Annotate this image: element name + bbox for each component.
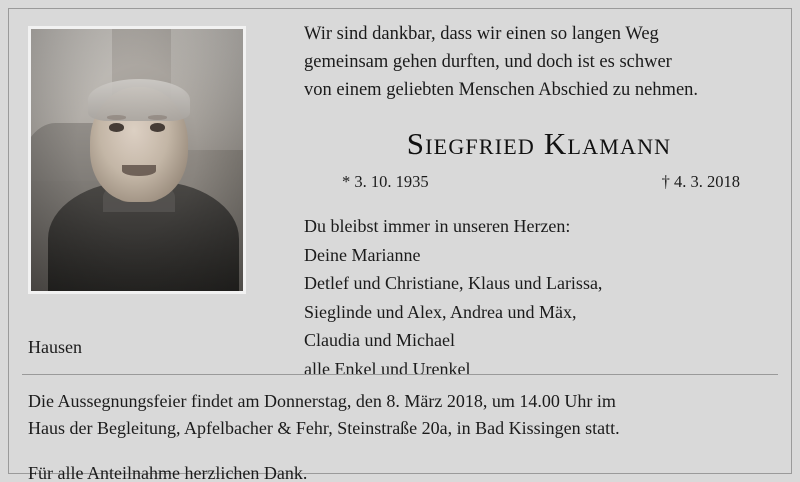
dedication-line: Sieglinde und Alex, Andrea und Mäx,	[304, 301, 577, 322]
dedication-line: Du bleibst immer in unseren Herzen:	[304, 216, 571, 237]
life-dates	[304, 172, 774, 192]
section-divider	[22, 374, 778, 375]
place-label: Hausen	[28, 337, 82, 357]
dedication-line: Claudia und Michael	[304, 330, 455, 351]
dedication-line: Detlef und Christiane, Klaus und Larissa,	[304, 273, 603, 294]
dedication-line: Deine Marianne	[304, 244, 421, 265]
photo-container	[26, 18, 250, 294]
lead-line: von einem geliebten Menschen Abschied zu nehmen.	[304, 80, 699, 101]
deceased-name: Siegfried Klamann	[406, 126, 672, 162]
dedication-block	[304, 212, 774, 383]
notice-top-section	[26, 18, 774, 383]
ceremony-block	[28, 388, 774, 482]
ceremony-line: Haus der Begleitung, Apfelbacher & Fehr, Steinstraße 20a, in Bad Kissingen statt.	[28, 418, 620, 438]
ceremony-line: Die Aussegnungsfeier findet am Donnerstag, den 8. März 2018, um 14.00 Uhr im	[28, 391, 616, 411]
thanks-line: Für alle Anteilnahme herzlichen Dank.	[28, 463, 308, 482]
lead-line: Wir sind dankbar, dass wir einen so langen Weg	[304, 24, 659, 44]
portrait-photo	[28, 26, 246, 294]
death-date: † 4. 3. 2018	[661, 172, 740, 192]
lead-line: gemeinsam gehen durften, und doch ist es schwer	[304, 52, 672, 73]
birth-date: * 3. 10. 1935	[342, 172, 429, 192]
notice-texts	[250, 18, 774, 383]
lead-verse	[304, 20, 774, 104]
dedication-line: alle Enkel und Urenkel	[304, 358, 471, 379]
